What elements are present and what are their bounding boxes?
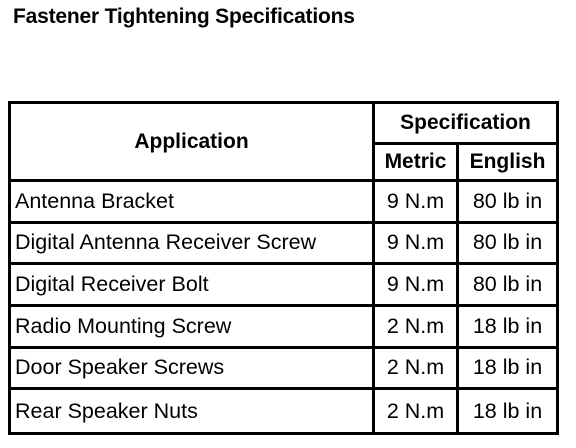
cell-metric: 9 N.m xyxy=(375,182,459,224)
cell-application: Digital Receiver Bolt xyxy=(11,265,375,307)
table-row xyxy=(11,307,556,349)
table-row xyxy=(11,349,556,391)
table-row xyxy=(11,265,556,307)
header-application: Application xyxy=(11,104,375,182)
table-row xyxy=(11,390,556,432)
cell-metric: 9 N.m xyxy=(375,224,459,266)
cell-metric: 2 N.m xyxy=(375,307,459,349)
header-specification: Specification xyxy=(375,104,556,145)
cell-application: Radio Mounting Screw xyxy=(11,307,375,349)
header-metric: Metric xyxy=(375,145,459,182)
cell-metric: 9 N.m xyxy=(375,265,459,307)
header-english: English xyxy=(459,145,556,182)
cell-application: Rear Speaker Nuts xyxy=(11,390,375,432)
cell-english: 18 lb in xyxy=(459,307,556,349)
cell-english: 18 lb in xyxy=(472,398,543,423)
cell-metric: 2 N.m xyxy=(375,390,459,432)
cell-metric: 2 N.m xyxy=(375,349,459,391)
table-row xyxy=(11,182,556,224)
cell-english: 80 lb in xyxy=(459,182,556,224)
cell-application: Door Speaker Screws xyxy=(11,349,375,391)
table-row xyxy=(11,224,556,266)
cell-english: 18 lb in xyxy=(459,349,556,391)
fastener-spec-table xyxy=(8,101,559,435)
cell-english: 80 lb in xyxy=(459,224,556,266)
cell-application: Antenna Bracket xyxy=(11,182,375,224)
document-title: Fastener Tightening Specifications xyxy=(13,5,355,28)
cell-application: Digital Antenna Receiver Screw xyxy=(11,224,375,266)
cell-english: 80 lb in xyxy=(459,265,556,307)
